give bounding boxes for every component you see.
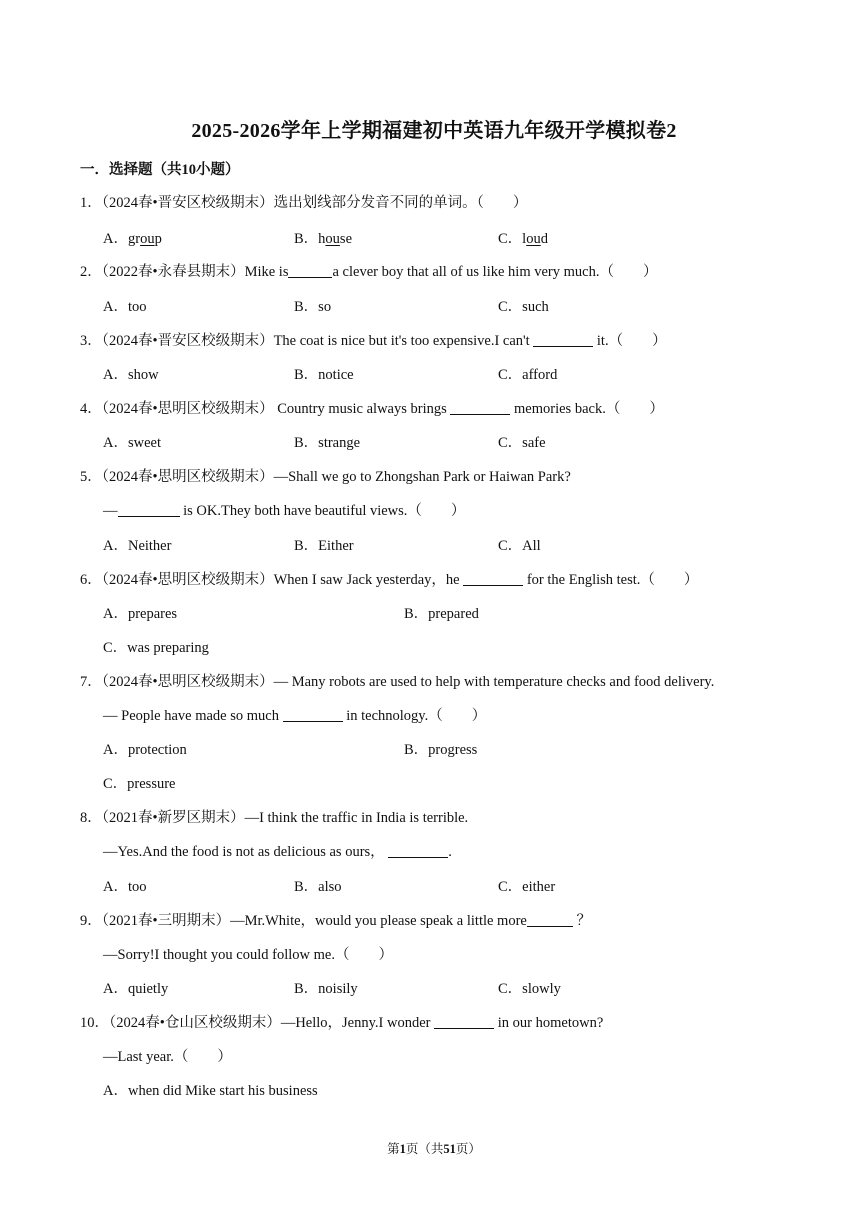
question-5-option-a[interactable]: A．Neither — [103, 538, 172, 554]
question-2-option-c[interactable]: C．such — [498, 299, 549, 315]
question-4-option-a[interactable]: A．sweet — [103, 435, 161, 451]
question-10-option-a[interactable]: A．when did Mike start his business — [103, 1083, 318, 1099]
page-footer: 第1页（共51页） — [387, 1142, 481, 1156]
question-8-stem: 8．（2021春•新罗区期末）—I think the traffic in India is terrible. — [80, 810, 469, 826]
answer-blank — [283, 707, 343, 722]
question-8-option-a[interactable]: A．too — [103, 879, 147, 895]
question-3-option-a[interactable]: A．show — [103, 367, 159, 383]
question-2-option-a[interactable]: A．too — [103, 299, 147, 315]
question-5-option-c[interactable]: C．All — [498, 538, 541, 554]
question-9-reply: —Sorry!I thought you could follow me.（ ） — [103, 947, 393, 963]
question-5-stem: 5．（2024春•思明区校级期末）—Shall we go to Zhongshan Park or Haiwan Park? — [80, 469, 571, 485]
question-4-stem: 4．（2024春•思明区校级期末） Country music always brings memories back.（ ） — [80, 401, 664, 417]
total-pages-number: 51 — [443, 1142, 456, 1156]
answer-blank — [118, 502, 180, 517]
current-page-number: 1 — [399, 1142, 406, 1156]
question-1-stem: 1．（2024春•晋安区校级期末）选出划线部分发音不同的单词。（ ） — [80, 195, 528, 211]
question-9-option-b[interactable]: B．noisily — [294, 981, 358, 997]
question-6-option-a[interactable]: A．prepares — [103, 606, 178, 622]
question-9-stem: 9．（2021春•三明期末）—Mr.White，would you please speak a little more ？ — [80, 913, 591, 929]
question-7-option-b[interactable]: B．progress — [404, 742, 478, 758]
question-8-option-b[interactable]: B．also — [294, 879, 342, 895]
question-6-stem: 6．（2024春•思明区校级期末）When I saw Jack yesterday，he for the English test.（ ） — [80, 572, 699, 588]
question-7-option-c[interactable]: C．pressure — [103, 776, 176, 792]
question-10-stem: 10．（2024春•仓山区校级期末）—Hello，Jenny.I wonder in our hometown? — [80, 1015, 604, 1031]
question-1-option-c[interactable]: C．loud — [498, 231, 548, 247]
question-8-reply: —Yes.And the food is not as delicious as ours， . — [103, 844, 452, 860]
question-3-option-b[interactable]: B．notice — [294, 367, 354, 383]
question-8-option-c[interactable]: C．either — [498, 879, 556, 895]
question-7-reply: — People have made so much in technology.（ ） — [103, 708, 487, 724]
question-4-option-c[interactable]: C．safe — [498, 435, 546, 451]
question-5-option-b[interactable]: B．Either — [294, 538, 354, 554]
question-9-option-a[interactable]: A．quietly — [103, 981, 169, 997]
answer-blank — [450, 400, 510, 415]
answer-blank — [533, 332, 593, 347]
question-2-stem: 2．（2022春•永春县期末）Mike is a clever boy that all of us like him very much.（ ） — [80, 264, 658, 280]
question-6-option-c[interactable]: C．was preparing — [103, 640, 209, 656]
answer-blank — [527, 912, 573, 927]
question-7-option-a[interactable]: A．protection — [103, 742, 187, 758]
answer-blank — [288, 263, 332, 278]
question-2-option-b[interactable]: B．so — [294, 299, 332, 315]
question-1-option-b[interactable]: B．house — [294, 231, 353, 247]
question-9-option-c[interactable]: C．slowly — [498, 981, 561, 997]
section-heading: 一．选择题（共10小题） — [80, 162, 240, 178]
question-3-stem: 3．（2024春•晋安区校级期末）The coat is nice but it's too expensive.I can't it.（ ） — [80, 333, 667, 349]
question-10-reply: —Last year.（ ） — [103, 1049, 232, 1065]
question-7-stem: 7．（2024春•思明区校级期末）— Many robots are used to help with temperature checks and food delivery. — [80, 674, 715, 690]
question-5-reply: — is OK.They both have beautiful views.（ ） — [103, 503, 466, 519]
question-6-option-b[interactable]: B．prepared — [404, 606, 479, 622]
question-3-option-c[interactable]: C．afford — [498, 367, 558, 383]
answer-blank — [434, 1014, 494, 1029]
answer-blank — [388, 843, 448, 858]
answer-blank — [463, 571, 523, 586]
question-4-option-b[interactable]: B．strange — [294, 435, 361, 451]
page-title: 2025-2026学年上学期福建初中英语九年级开学模拟卷2 — [191, 120, 677, 142]
question-1-option-a[interactable]: A．group — [103, 231, 162, 247]
